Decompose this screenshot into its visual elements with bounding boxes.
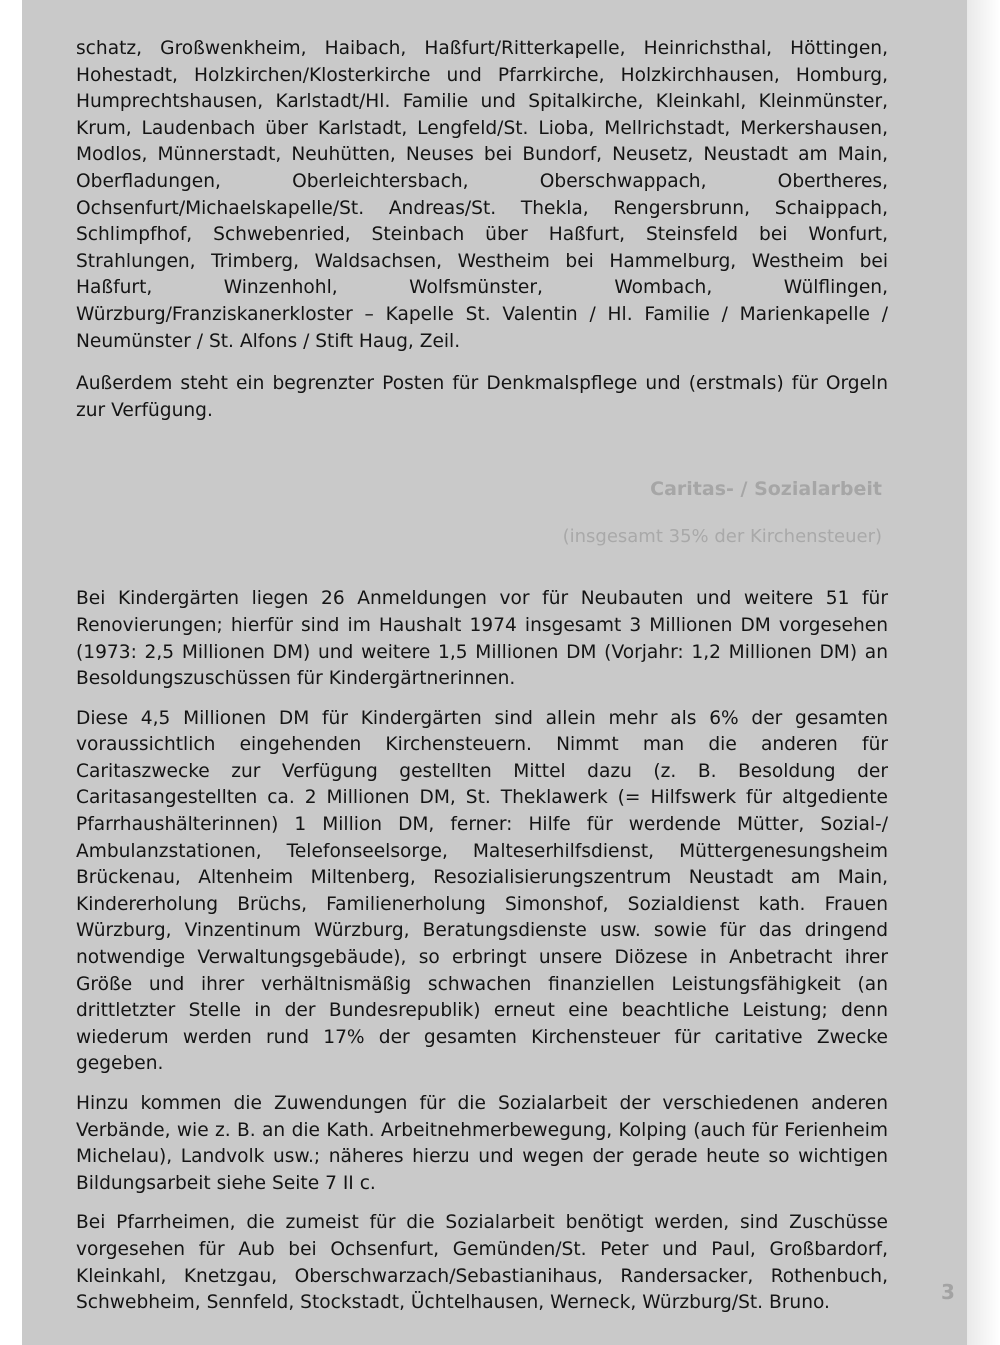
paragraph-caritas-funds: Diese 4,5 Millionen DM für Kindergärten sind allein mehr als 6% der gesamten voraussichtlich eingehenden Kirchensteuern. Nimmt man die anderen für Caritaszwecke zur Verfügung gestellten Mittel dazu (z. B. Besoldung der Caritasangestellten ca. 2 Millionen DM, St. Theklawerk (= Hilfswerk für altgediente Pfarrhaushälterinnen) 1 Million DM, ferner: Hilfe für werdende Mütter, Sozial-/ Ambulanzstationen, Telefonseelsorge, Malteserhilfsdienst, Müttergenesungsheim Brückenau, Altenheim Miltenberg, Resozialisierungszentrum Neustadt am Main, Kindererholung Brüchs, Familienerholung Simonshof, Sozialdienst kath. Frauen Würzburg, Vinzentinum Würzburg, Beratungsdienste usw. sowie für das dringend notwendige Verwaltungsgebäude), so erbringt unsere Diözese in Anbetracht ihrer Größe und ihrer verhältnismäßig schwachen finanziellen Leistungsfähigkeit (an drittletzter Stelle in der Bundesrepublik) erneut eine beachtliche Leistung; denn wiederum werden rund 17% der gesamten Kirchensteuer für caritative Zwecke gegeben. [76, 707, 888, 1075]
paragraph-monument-care: Außerdem steht ein begrenzter Posten für Denkmalspflege und (erstmals) für Orgeln zur Verfügung. [76, 373, 888, 421]
section-subtitle: (insgesamt 35% der Kirchensteuer) [562, 526, 882, 548]
section-heading [76, 476, 888, 550]
page-number: 3 [941, 1280, 955, 1304]
paragraph-kindergarten: Bei Kindergärten liegen 26 Anmeldungen vor für Neubauten und weitere 51 für Renovierungen; hierfür sind im Haushalt 1974 insgesamt 3 Millionen DM vorgesehen (1973: 2,5 Millionen DM) und weitere 1,5 Millionen DM (Vorjahr: 1,2 Millionen DM) an Besoldungszuschüssen für Kindergärtnerinnen. [76, 588, 888, 690]
paragraph-place-list: schatz, Großwenkheim, Haibach, Haßfurt/Ritterkapelle, Heinrichsthal, Höttingen, Hohestadt, Holzkirchen/Klosterkirche und Pfarrkirche, Holzkirchhausen, Homburg, Humprechtshausen, Karlstadt/Hl. Familie und Spitalkirche, Kleinkahl, Kleinmünster, Krum, Laudenbach über Karlstadt, Lengfeld/St. Lioba, Mellrichstadt, Merkershausen, Modlos, Münnerstadt, Neuhütten, Neuses bei Bundorf, Neusetz, Neustadt am Main, Oberfladungen, Oberleichtersbach, Oberschwappach, Obertheres, Ochsenfurt/Michaelskapelle/St. Andreas/St. Thekla, Rengersbrunn, Schaippach, Schlimpfhof, Schwebenried, Steinbach über Haßfurt, Steinsfeld bei Wonfurt, Strahlungen, Trimberg, Waldsachsen, Westheim bei Hammelburg, Westheim bei Haßfurt, Winzenhohl, Wolfsmünster, Wombach, Wülflingen, Würzburg/Franziskanerkloster – Kapelle St. Valentin / Hl. Familie / Marienkapelle / Neumünster / St. Alfons / Stift Haug, Zeil. [76, 38, 888, 352]
page-content [76, 36, 888, 1317]
paragraph-parish-halls: Bei Pfarrheimen, die zumeist für die Sozialarbeit benötigt werden, sind Zuschüsse vorgesehen für Aub bei Ochsenfurt, Gemünden/St. Peter und Paul, Großbardorf, Kleinkahl, Knetzgau, Oberschwarzach/Sebastianihaus, Randersacker, Rothenbuch, Schwebheim, Sennfeld, Stockstadt, Üchtelhausen, Werneck, Würzburg/St. Bruno. [76, 1212, 888, 1314]
page-edge [967, 0, 1000, 1345]
paragraph-associations: Hinzu kommen die Zuwendungen für die Sozialarbeit der verschiedenen anderen Verbände, wie z. B. an die Kath. Arbeitnehmerbewegung, Kolping (auch für Ferienheim Michelau), Landvolk usw.; näheres hierzu und wegen der gerade heute so wichtigen Bildungsarbeit siehe Seite 7 II c. [76, 1093, 888, 1194]
section-title: Caritas- / Sozialarbeit [650, 478, 882, 501]
